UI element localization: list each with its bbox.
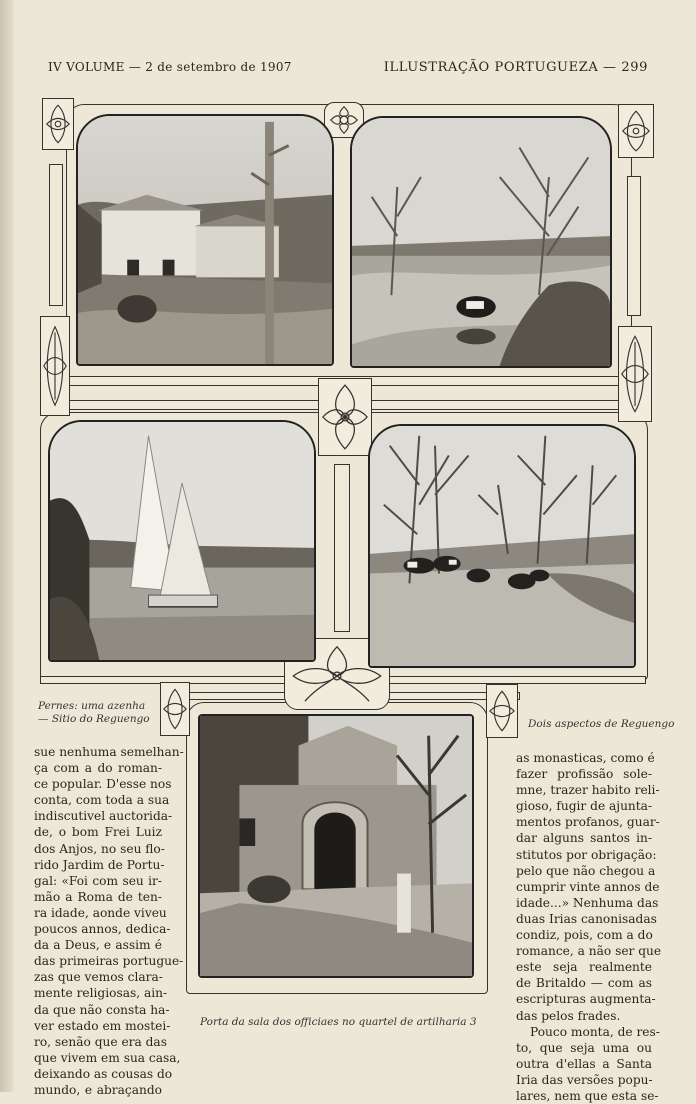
volume-date: IV VOLUME — 2 de setembro de 1907 [48,60,292,74]
text-line: ver estado em mostei- [34,1018,171,1033]
text-line: das primeiras portugue- [34,954,184,969]
text-line: fazer profissão sole- [516,767,652,782]
text-line: mentos profanos, guar- [516,815,660,830]
text-line: de, o bom Frei Luiz [34,825,162,840]
text-line: lares, nem que esta se- [516,1088,659,1103]
text-column-left [34,744,184,1098]
text-line: este seja realmente [516,960,652,975]
text-line: mente religiosas, ain- [34,986,168,1001]
text-column-right [516,750,662,1104]
ornament-flower [40,316,70,416]
text-line: ra idade, aonde viveu [34,905,167,920]
page-header [48,60,648,80]
text-line: to, que seja uma ou [516,1040,652,1055]
ornament-flower [486,684,518,738]
text-line: mne, trazer habito reli- [516,783,660,798]
caption-line: Pernes: uma azenha [38,700,146,712]
text-line: Iria das versões popu- [516,1072,653,1087]
text-line: gioso, fugir de ajunta- [516,799,653,814]
text-line: stitutos por obrigação: [516,847,657,862]
caption-quartel: Porta da sala dos officiaes no quartel de artilharia 3 [200,1016,477,1028]
vertical-bar [334,464,350,632]
text-line: ro, senão que era das [34,1034,167,1049]
text-line: da que não consta ha- [34,1002,170,1017]
text-line: pelo que não chegou a [516,863,656,878]
ornament-flower [618,326,652,422]
page-binding-edge [0,0,14,1092]
text-line: mão a Roma de ten- [34,889,162,904]
caption-reguengo: Dois aspectos de Reguengo [528,718,675,730]
text-line: de Britaldo — com as [516,976,652,991]
text-line: mundo, e abraçando [34,1082,162,1097]
text-line: as monasticas, como é [516,751,655,765]
photo-reguengo-river [350,116,612,368]
text-line: gal: «Foi com seu ir- [34,873,162,888]
photo-reguengo-cattle [368,424,636,668]
text-line: ça com a do roman- [34,761,162,776]
text-line: outra d'ellas a Santa [516,1056,652,1071]
text-line: cumprir vinte annos de [516,879,660,894]
text-line: da a Deus, e assim é [34,938,162,953]
ornament-flower [42,98,74,150]
caption-line: — Sitio do Reguengo [38,713,150,725]
vertical-bar [627,176,641,316]
text-line: duas Irias canonisadas [516,911,657,926]
ornament-flower [618,104,654,158]
text-line: que vivem em sua casa, [34,1050,181,1065]
text-line: romance, a não ser que [516,944,662,959]
text-line: rido Jardim de Portu- [34,857,165,872]
text-line: deixando as cousas do [34,1066,173,1081]
photo-sailboat [48,420,316,662]
ornament-flower [160,682,190,736]
text-line: ce popular. D'esse nos [34,777,172,792]
text-line: escripturas augmenta- [516,992,656,1007]
caption-azenha [38,700,150,726]
text-line: poucos annos, dedica- [34,922,171,937]
text-line: sue nenhuma semelhan- [34,745,184,759]
text-line: dos Anjos, no seu flo- [34,841,165,856]
text-line: idade...» Nenhuma das [516,895,659,910]
text-line: conta, com toda a sua [34,793,170,808]
text-line: Pouco monta, de res- [530,1024,660,1039]
magazine-title-page-number: ILLUSTRAÇÃO PORTUGUEZA — 299 [383,60,648,75]
text-line: das pelos frades. [516,1008,621,1023]
text-line: indiscutivel auctorida- [34,809,173,824]
text-line: zas que vemos clara- [34,970,163,985]
photo-quartel-door [198,714,474,978]
text-line: condiz, pois, com a do [516,928,653,943]
text-line: dar alguns santos in- [516,831,652,846]
vertical-bar [49,164,63,306]
ornament-flower-large [318,378,372,456]
photo-azenha-mill [76,114,334,366]
